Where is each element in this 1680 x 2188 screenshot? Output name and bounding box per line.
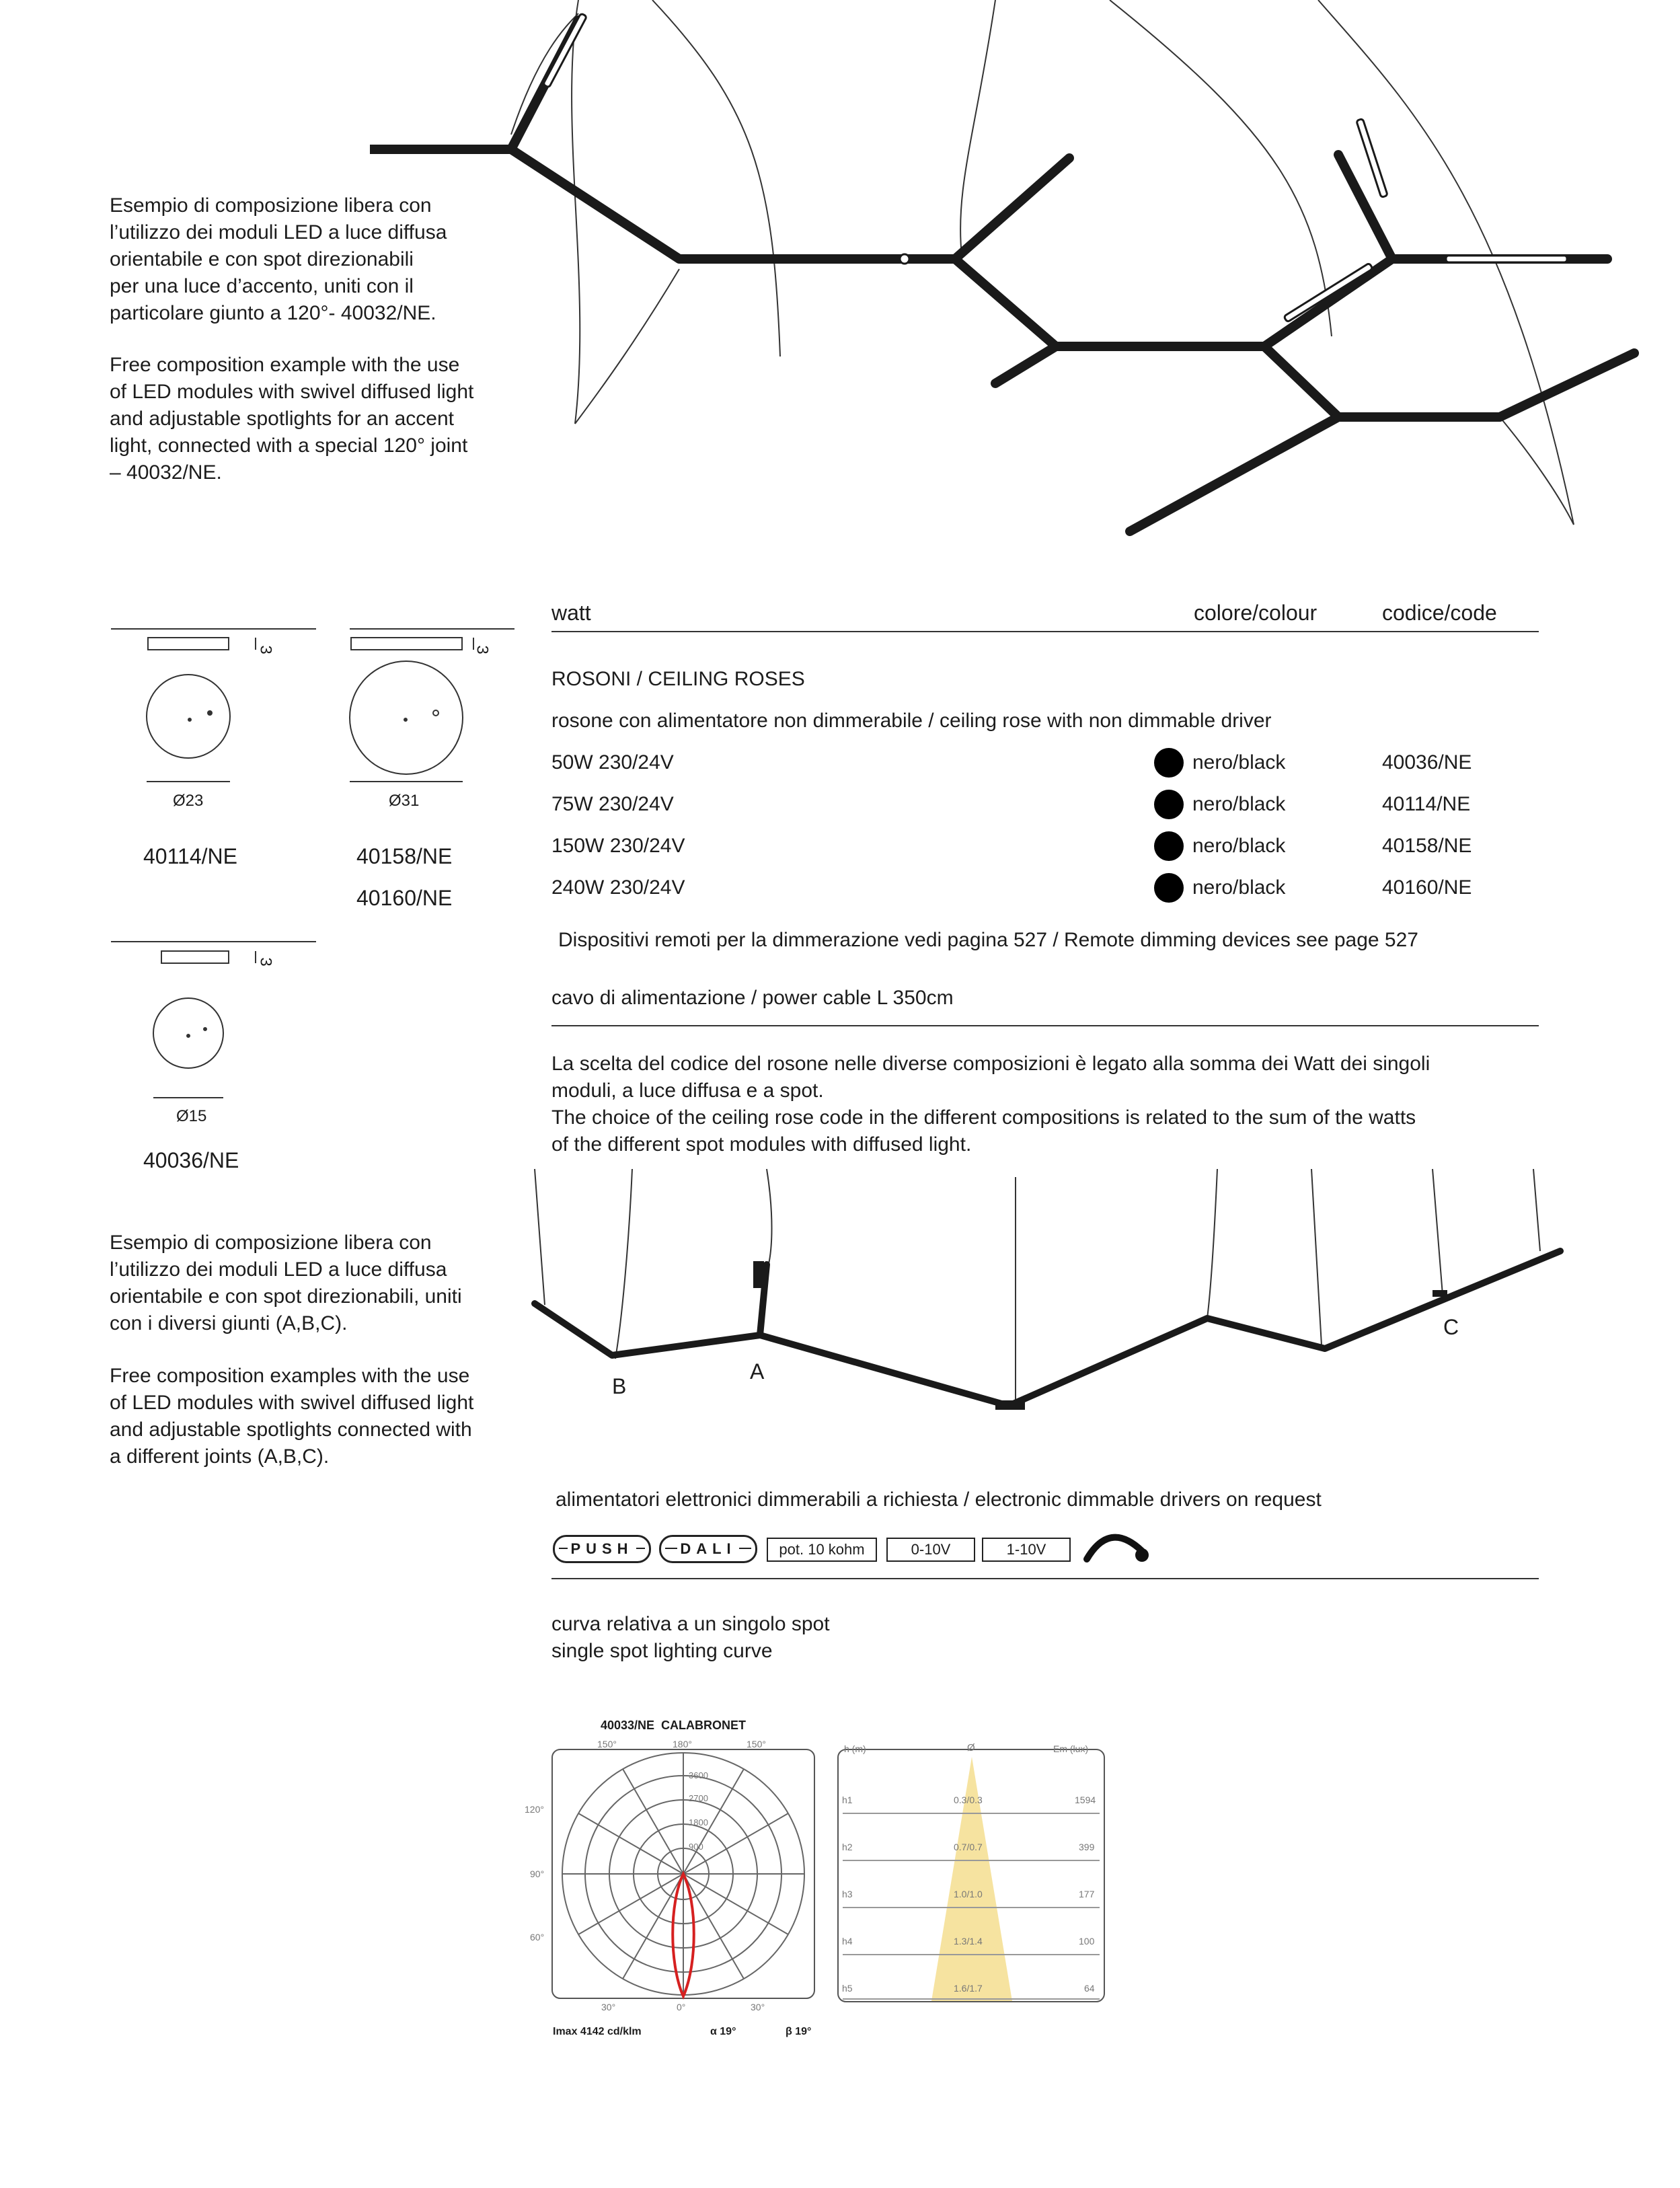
angle-top-left: 150° — [597, 1739, 617, 1749]
joint-label-a: A — [750, 1359, 765, 1384]
black-swatch — [1154, 831, 1184, 861]
diameter-large: Ø31 — [389, 792, 420, 810]
height-mark-tiny: 3 — [256, 957, 275, 967]
light-cone-diagram — [837, 1749, 1106, 2004]
diameter-small: Ø23 — [173, 792, 204, 810]
row-code: 40158/NE — [1382, 835, 1472, 857]
height-mark-large: 3 — [473, 645, 492, 654]
push-badge — [553, 1535, 651, 1563]
ceiling-rose-drawings — [108, 619, 525, 1184]
cone-row-em: 1594 — [1075, 1795, 1096, 1805]
row-watt: 50W 230/24V — [551, 751, 674, 774]
angle-bottom-mid: 0° — [677, 2002, 686, 2012]
code-tiny: 40036/NE — [143, 1148, 239, 1172]
drivers-note: alimentatori elettronici dimmerabili a richiesta / electronic dimmable drivers on request — [556, 1488, 1322, 1511]
angle-left-60: 60° — [530, 1932, 545, 1942]
cone-row-d: 0.3/0.3 — [954, 1795, 983, 1805]
alpha-value: α 19° — [710, 2026, 736, 2037]
angle-top-mid: 180° — [673, 1739, 692, 1749]
cone-row-h: h3 — [842, 1889, 853, 1899]
push-label: PUSH — [568, 1540, 636, 1557]
angle-top-right: 150° — [747, 1739, 766, 1749]
pot-badge: pot. 10 kohm — [767, 1538, 877, 1562]
black-swatch — [1154, 790, 1184, 819]
angle-left-120: 120° — [525, 1804, 544, 1815]
rose-choice-text: La scelta del codice del rosone nelle diverse composizioni è legato alla somma dei Watt dei singoli moduli, a luce diffusa e a spot. The choice of the ceiling rose code in the different compositions is related to the sum of the watts of the different spot modules with diffused light. — [551, 1053, 1430, 1156]
row-colour: nero/black — [1192, 751, 1286, 774]
header-code: codice/code — [1382, 601, 1497, 625]
black-swatch — [1154, 748, 1184, 778]
row-colour: nero/black — [1192, 876, 1286, 899]
cone-row-h: h4 — [842, 1936, 853, 1947]
cone-row-d: 1.0/1.0 — [954, 1889, 983, 1899]
ring-2700: 2700 — [689, 1793, 708, 1803]
example2-text-it: Esempio di composizione libera con l’utilizzo dei moduli LED a luce diffusa orientabile e con spot direzionabili, uniti con i diversi giunti (A,B,C). — [110, 1232, 462, 1334]
joint-label-c: C — [1443, 1315, 1459, 1339]
dali-badge — [659, 1535, 757, 1563]
v010-badge: 0-10V — [886, 1538, 975, 1562]
code-small: 40114/NE — [143, 844, 237, 868]
cone-header-h: h (m) — [844, 1743, 866, 1754]
joint-label-b: B — [612, 1374, 627, 1398]
cone-row-em: 399 — [1079, 1842, 1095, 1852]
cable-rule — [551, 1025, 1539, 1026]
top-composition-illustration — [370, 0, 1680, 538]
row-colour: nero/black — [1192, 793, 1286, 815]
cone-row-em: 177 — [1079, 1889, 1095, 1899]
code-large-2: 40160/NE — [356, 886, 453, 910]
diameter-tiny: Ø15 — [176, 1107, 207, 1125]
angle-bottom-right: 30° — [751, 2002, 765, 2012]
power-cable-note: cavo di alimentazione / power cable L 350cm — [551, 987, 954, 1009]
section-title: ROSONI / CEILING ROSES — [551, 668, 805, 690]
intro-text-it: Esempio di composizione libera con l’utilizzo dei moduli LED a luce diffusa orientabile e con spot direzionabili per una luce d’accento, uniti con il particolare giunto a 120°- 40032/NE. — [110, 194, 447, 324]
black-swatch — [1154, 873, 1184, 903]
row-watt: 240W 230/24V — [551, 876, 685, 899]
polar-curve-diagram — [551, 1749, 817, 2001]
cone-row-d: 0.7/0.7 — [954, 1842, 983, 1852]
curve-line-en: single spot lighting curve — [551, 1640, 773, 1662]
row-code: 40160/NE — [1382, 876, 1472, 899]
remote-dimming-note: Dispositivi remoti per la dimmerazione vedi pagina 527 / Remote dimming devices see page 527 — [558, 929, 1418, 951]
intro-text-en: Free composition example with the use of LED modules with swivel diffused light and adjustable spotlights for an accent light, connected with a special 120° joint – 40032/NE. — [110, 354, 474, 484]
angle-bottom-left: 30° — [601, 2002, 616, 2012]
cone-row-d: 1.6/1.7 — [954, 1983, 983, 1994]
beta-value: β 19° — [786, 2026, 812, 2037]
curve-line-it: curva relativa a un singolo spot — [551, 1613, 830, 1635]
dali-label: DALI — [677, 1540, 738, 1557]
section-subtitle: rosone con alimentatore non dimmerabile / ceiling rose with non dimmable driver — [551, 710, 1272, 732]
cone-row-h: h2 — [842, 1842, 853, 1852]
cone-row-h: h1 — [842, 1795, 853, 1805]
header-rule — [551, 631, 1539, 632]
imax-value: Imax 4142 cd/klm — [553, 2026, 642, 2037]
ring-1800: 1800 — [689, 1817, 708, 1827]
cone-row-d: 1.3/1.4 — [954, 1936, 983, 1947]
cone-row-em: 64 — [1084, 1983, 1095, 1994]
height-mark-small: 3 — [256, 645, 275, 654]
ring-900: 900 — [689, 1842, 703, 1852]
example2-text-en: Free composition examples with the use of LED modules with swivel diffused light and adjustable spotlights connected with a different joints (A,B,C). — [110, 1365, 474, 1468]
curve-title: 40033/NE CALABRONET — [601, 1719, 747, 1732]
v110-badge: 1-10V — [982, 1538, 1071, 1562]
dimmer-knob-icon — [1083, 1524, 1150, 1571]
row-code: 40114/NE — [1382, 793, 1471, 815]
header-watt: watt — [551, 601, 591, 625]
code-large-1: 40158/NE — [356, 844, 453, 868]
cone-header-em: Em (lux) — [1053, 1743, 1089, 1754]
angle-left-90: 90° — [530, 1869, 545, 1879]
row-watt: 75W 230/24V — [551, 793, 674, 815]
cone-row-h: h5 — [842, 1983, 853, 1994]
row-watt: 150W 230/24V — [551, 835, 685, 857]
second-composition-illustration — [525, 1164, 1580, 1433]
drivers-rule — [551, 1578, 1539, 1579]
cone-row-em: 100 — [1079, 1936, 1095, 1947]
header-colour: colore/colour — [1194, 601, 1318, 625]
row-colour: nero/black — [1192, 835, 1286, 857]
row-code: 40036/NE — [1382, 751, 1472, 774]
cone-header-d: Ø — [967, 1742, 975, 1753]
ring-3600: 3600 — [689, 1770, 708, 1780]
